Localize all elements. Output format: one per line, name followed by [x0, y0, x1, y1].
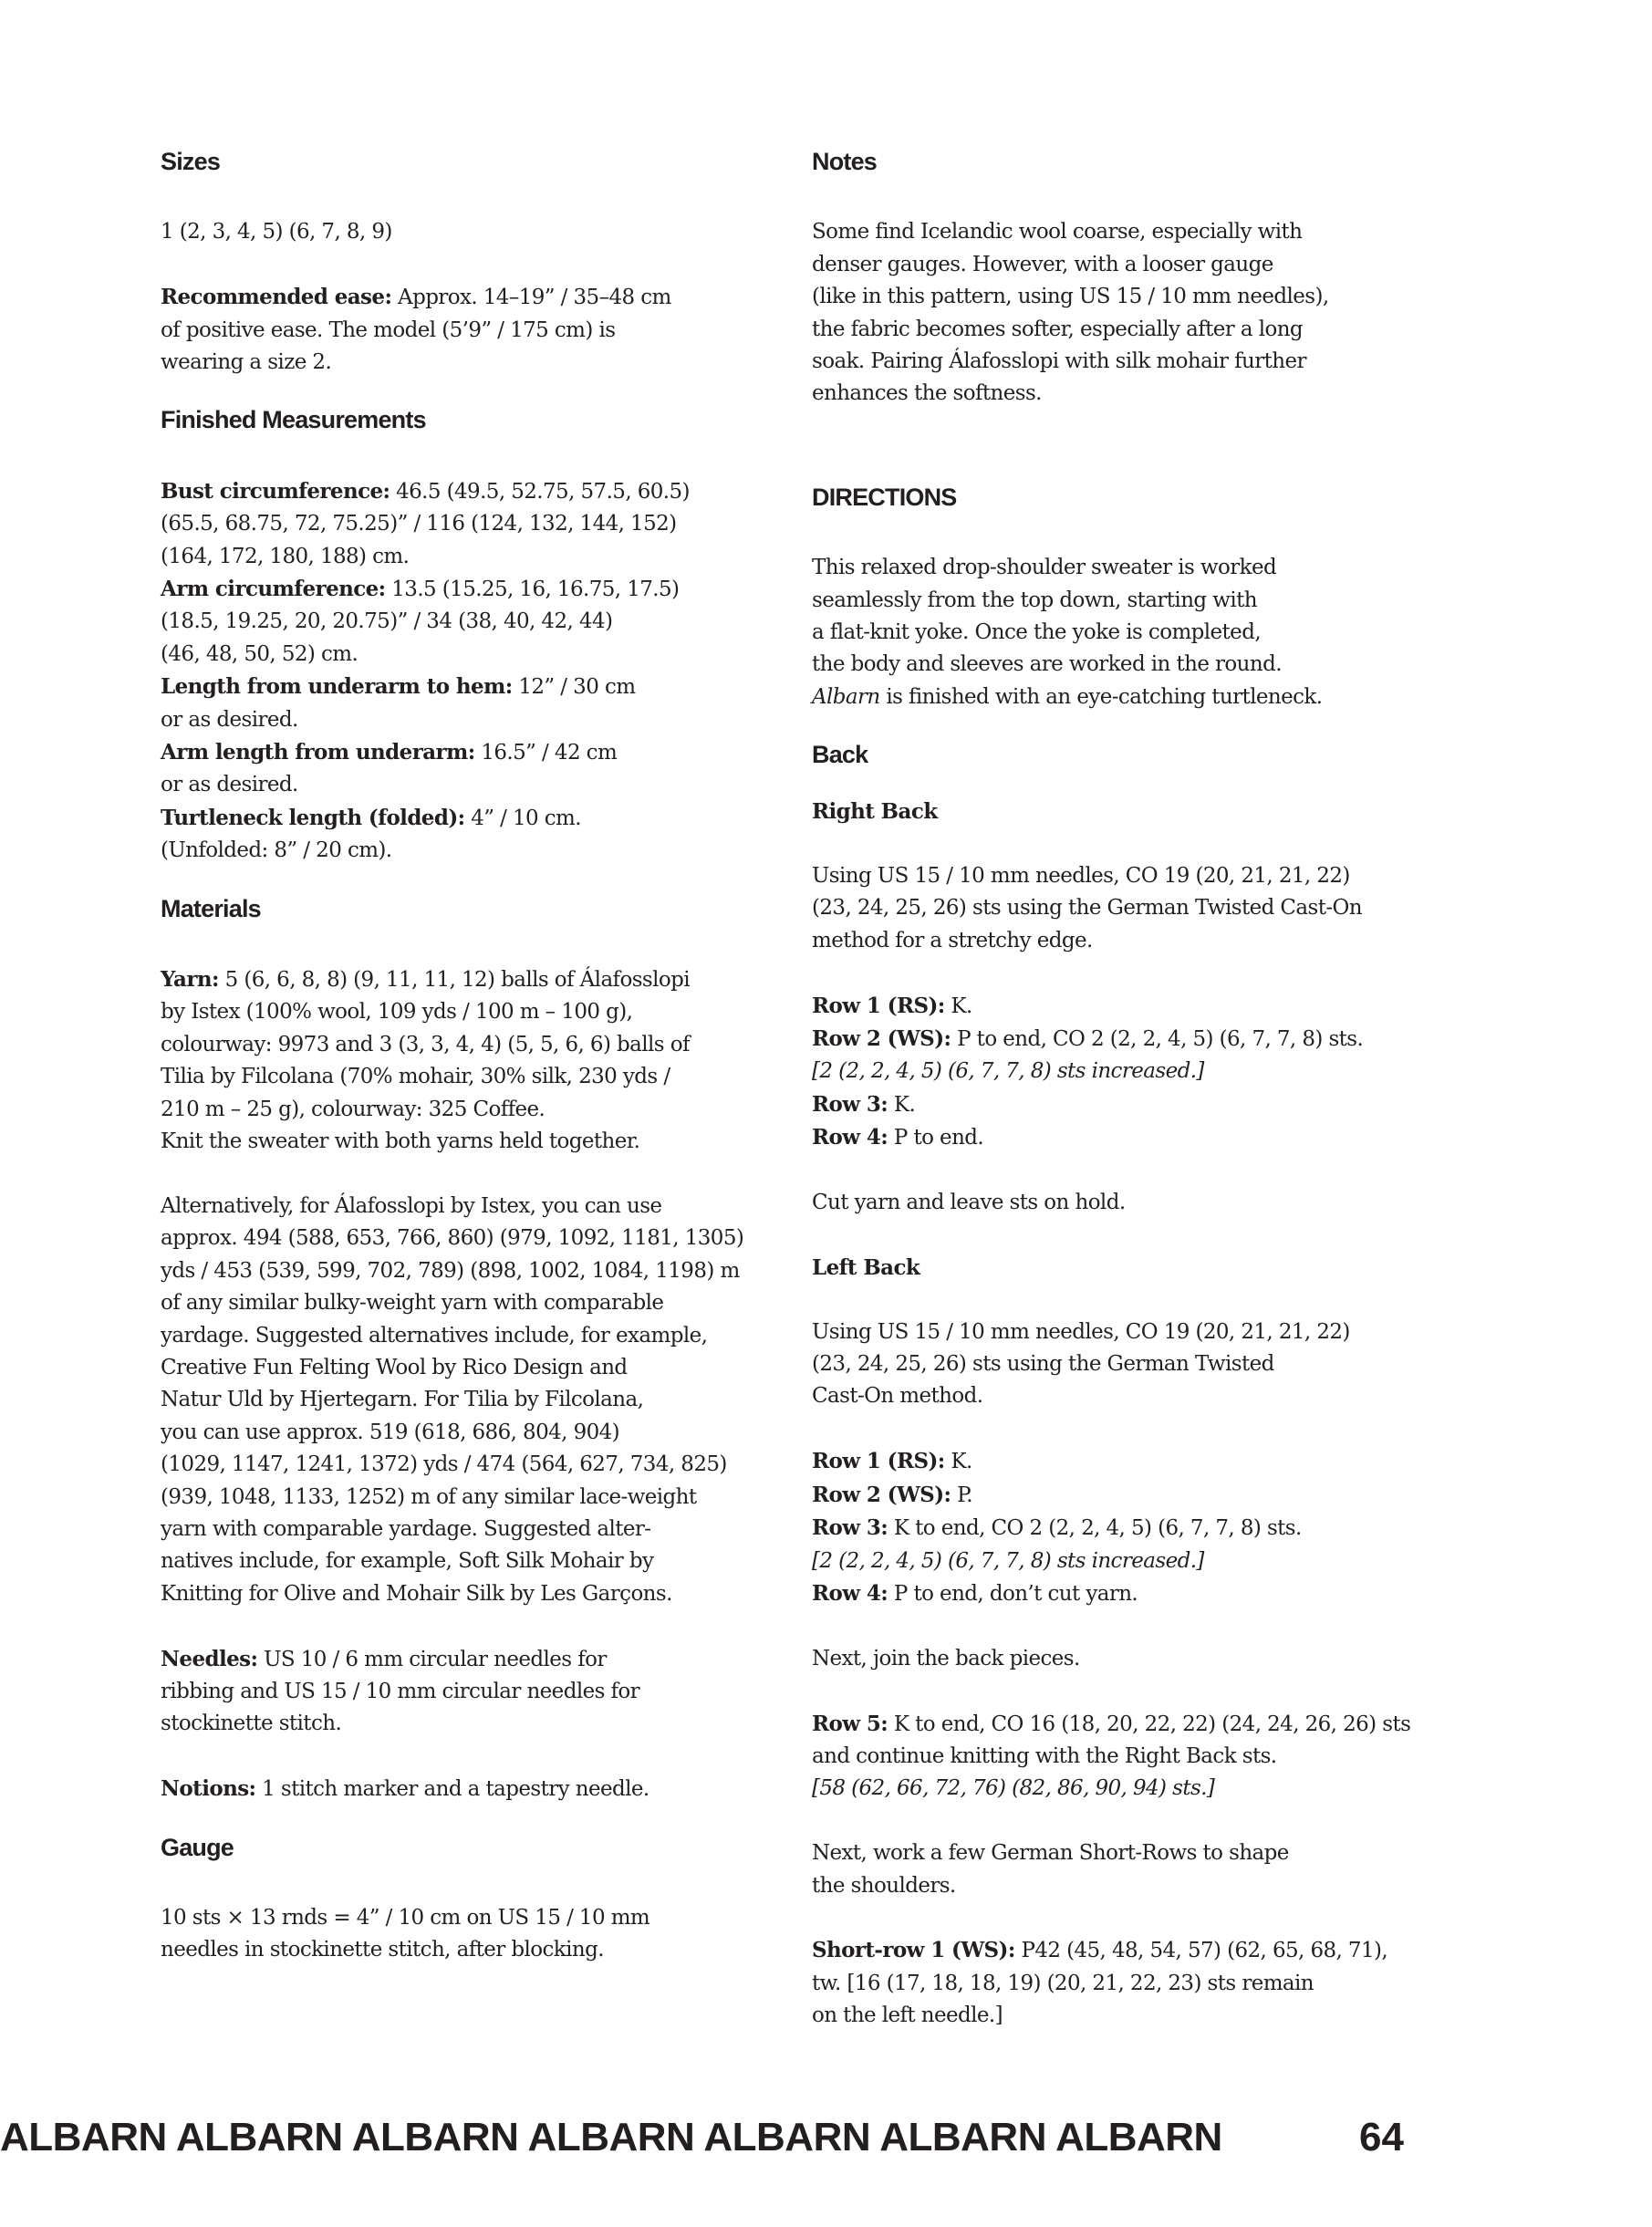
short-rows-intro: Next, work a few German Short-Rows to shape the shoulders.	[812, 1841, 1289, 1898]
notions-text: 1 stitch marker and a tapestry needle.	[255, 1777, 649, 1802]
alternatives-paragraph: Alternatively, for Álafosslopi by Istex, you can use approx. 494 (588, 653, 766, 860) (979, 1092, 1181, 1305) yds / 453 (539, 599, 702, 789) (898, 1002, 1084, 1198) m of any similar bulky-weight yarn with comparable yardage. Suggested alternatives include, for example, Creative Fun Felting Wool by Rico Design and Natur Uld by Hjertegarn. For Tilia by Filcolana, you can use approx. 519 (618, 686, 804, 904) (1029, 1147, 1241, 1372) yds / 474 (564, 627, 734, 825) (939, 1048, 1133, 1252) m of any similar lace-weight yarn with comparable yardage. Suggested alter- natives include, for example, Soft Silk Mohair by Knitting for Olive and Mohair Silk by Les Garçons.	[161, 1193, 744, 1606]
row-label: Row 2 (WS):	[812, 1026, 951, 1052]
sizes-text: 1 (2, 3, 4, 5) (6, 7, 8, 9)	[161, 220, 392, 245]
page-footer	[0, 2115, 1652, 2188]
join-text: Next, join the back pieces.	[812, 1646, 1080, 1670]
directions-italic-title: Albarn	[812, 684, 880, 709]
notes-text: Some find Icelandic wool coarse, especially with denser gauges. However, with a looser gauge (like in this pattern, using US 15 / 10 mm needles), the fabric becomes softer, especially after a long soak. Pairing Álafosslopi with silk mohair further enhances the softness.	[812, 220, 1329, 406]
measurement-label: Arm length from underarm:	[161, 740, 475, 765]
yarn-paragraph	[161, 963, 763, 1158]
row-label: Row 2 (WS):	[812, 1482, 951, 1507]
row-label: Row 4:	[812, 1580, 888, 1606]
row-label: Row 3:	[812, 1515, 888, 1541]
measurement-label: Turtleneck length (folded):	[161, 805, 465, 830]
notions-label: Notions:	[161, 1776, 256, 1802]
needles-label: Needles:	[161, 1646, 258, 1671]
directions-text: This relaxed drop-shoulder sweater is worked seamlessly from the top down, starting with a flat-knit yoke. Once the yoke is completed, the body and sleeves are worked in the round.	[812, 556, 1282, 677]
measurement-value: 46.5 (49.5, 52.75, 57.5, 60.5) (65.5, 68.75, 72, 75.25)” / 116 (124, 132, 144, 152) (164, 172, 180, 188) cm.	[161, 479, 690, 568]
right-column	[812, 139, 1450, 2033]
heading-directions: DIRECTIONS	[812, 483, 957, 511]
heading-back: Back	[812, 741, 868, 769]
page-number: 64	[1359, 2115, 1404, 2159]
row-text: K.	[944, 994, 972, 1018]
lb-row-3-note	[812, 1545, 1450, 1577]
measurement-arm	[161, 573, 763, 671]
ease-text: Approx. 14–19” / 35–48 cm of positive ease. The model (5’9” / 175 cm) is wearing a size 2.	[161, 286, 671, 374]
row-note: [2 (2, 2, 4, 5) (6, 7, 7, 8) sts increased.]	[812, 1059, 1204, 1084]
heading-finished-measurements: Finished Measurements	[161, 406, 426, 434]
ease-label: Recommended ease:	[161, 285, 392, 310]
heading-sizes: Sizes	[161, 148, 221, 175]
yarn-text: 5 (6, 6, 8, 8) (9, 11, 11, 12) balls of Álafosslopi by Istex (100% wool, 109 yds / 100 m – 100 g), colourway: 9973 and 3 (3, 3, 4, 4) (5, 5, 6, 6) balls of Tilia by Filcolana (70% mohair, 30% silk, 230 yds / 210 m – 25 g), colourway: 325 Coffee. Knit the sweater with both yarns held together.	[161, 968, 691, 1154]
lb-row-2	[812, 1479, 1450, 1512]
row-note: [2 (2, 2, 4, 5) (6, 7, 7, 8) sts increased.]	[812, 1548, 1204, 1573]
row-label: Row 3:	[812, 1091, 888, 1117]
measurement-arm-length	[161, 736, 763, 802]
heading-gauge: Gauge	[161, 1833, 234, 1861]
rb-row-3	[812, 1088, 1450, 1121]
row-text: K.	[944, 1450, 972, 1474]
measurement-value: 13.5 (15.25, 16, 16.75, 17.5) (18.5, 19.25, 20, 20.75)” / 34 (38, 40, 42, 44) (46, 48, 50, 52) cm.	[161, 578, 680, 666]
row-label: Row 1 (RS):	[812, 993, 945, 1018]
left-column	[161, 139, 763, 1967]
row-label: Row 5:	[812, 1711, 888, 1736]
row-label: Row 4:	[812, 1125, 888, 1150]
rb-row-1	[812, 990, 1450, 1023]
measurement-length	[161, 671, 763, 736]
short-row-1	[812, 1934, 1450, 2032]
lb-row-5-note	[812, 1773, 1450, 1805]
row-text: P to end, don’t cut yarn.	[888, 1581, 1138, 1606]
measurement-label: Length from underarm to hem:	[161, 674, 513, 700]
rb-cut-text: Cut yarn and leave sts on hold.	[812, 1191, 1126, 1215]
row-label: Row 1 (RS):	[812, 1449, 945, 1474]
heading-notes: Notes	[812, 148, 878, 175]
measurement-value: 12” / 30 cm or as desired.	[161, 675, 636, 732]
measurement-bust	[161, 475, 763, 573]
directions-text-end: is finished with an eye-catching turtleneck.	[879, 684, 1323, 709]
measurement-value: 16.5” / 42 cm or as desired.	[161, 741, 618, 797]
left-back-intro: Using US 15 / 10 mm needles, CO 19 (20, 21, 21, 22) (23, 24, 25, 26) sts using the German Twisted Cast-On method.	[812, 1319, 1350, 1409]
lb-row-4	[812, 1577, 1450, 1610]
lb-row-3	[812, 1512, 1450, 1545]
row-text: P.	[951, 1483, 973, 1507]
subheading-left-back: Left Back	[812, 1254, 920, 1280]
lb-row-5	[812, 1708, 1450, 1774]
measurement-label: Arm circumference:	[161, 577, 386, 602]
yarn-label: Yarn:	[161, 967, 219, 993]
row-text: K to end, CO 2 (2, 2, 4, 5) (6, 7, 7, 8) sts.	[888, 1516, 1302, 1541]
subheading-right-back: Right Back	[812, 799, 938, 825]
lb-row-1	[812, 1445, 1450, 1478]
row-text: K.	[888, 1092, 916, 1117]
needles-paragraph	[161, 1643, 763, 1741]
rb-row-2-note	[812, 1056, 1450, 1087]
ease-paragraph	[161, 281, 763, 379]
rb-row-2	[812, 1023, 1450, 1056]
row-text: K to end, CO 16 (18, 20, 22, 22) (24, 24, 26, 26) sts and continue knitting with the Right Back sts.	[812, 1712, 1411, 1768]
rb-row-4	[812, 1121, 1450, 1154]
row-text: P to end.	[888, 1126, 984, 1150]
row-text: P42 (45, 48, 54, 57) (62, 65, 68, 71), tw. [16 (17, 18, 18, 19) (20, 21, 22, 23) sts remain on the left needle.]	[812, 1939, 1388, 2028]
notions-paragraph	[161, 1773, 763, 1806]
row-note: [58 (62, 66, 72, 76) (82, 86, 90, 94) sts.]	[812, 1776, 1215, 1801]
needles-text: US 10 / 6 mm circular needles for ribbing and US 15 / 10 mm circular needles for stockinette stitch.	[161, 1647, 640, 1736]
row-label: Short-row 1 (WS):	[812, 1938, 1015, 1963]
right-back-intro: Using US 15 / 10 mm needles, CO 19 (20, 21, 21, 22) (23, 24, 25, 26) sts using the German Twisted Cast-On method for a stretchy edge.	[812, 864, 1363, 952]
heading-materials: Materials	[161, 894, 261, 922]
measurement-value: 4” / 10 cm. (Unfolded: 8” / 20 cm).	[161, 806, 581, 863]
row-text: P to end, CO 2 (2, 2, 4, 5) (6, 7, 7, 8) sts.	[951, 1027, 1364, 1052]
gauge-text: 10 sts × 13 rnds = 4” / 10 cm on US 15 / 10 mm needles in stockinette stitch, after blocking.	[161, 1905, 650, 1962]
measurement-turtleneck	[161, 802, 763, 868]
measurement-label: Bust circumference:	[161, 478, 390, 504]
directions-paragraph	[812, 552, 1450, 713]
footer-title: ALBARN ALBARN ALBARN ALBARN ALBARN ALBARN ALBARN	[0, 2115, 1222, 2159]
